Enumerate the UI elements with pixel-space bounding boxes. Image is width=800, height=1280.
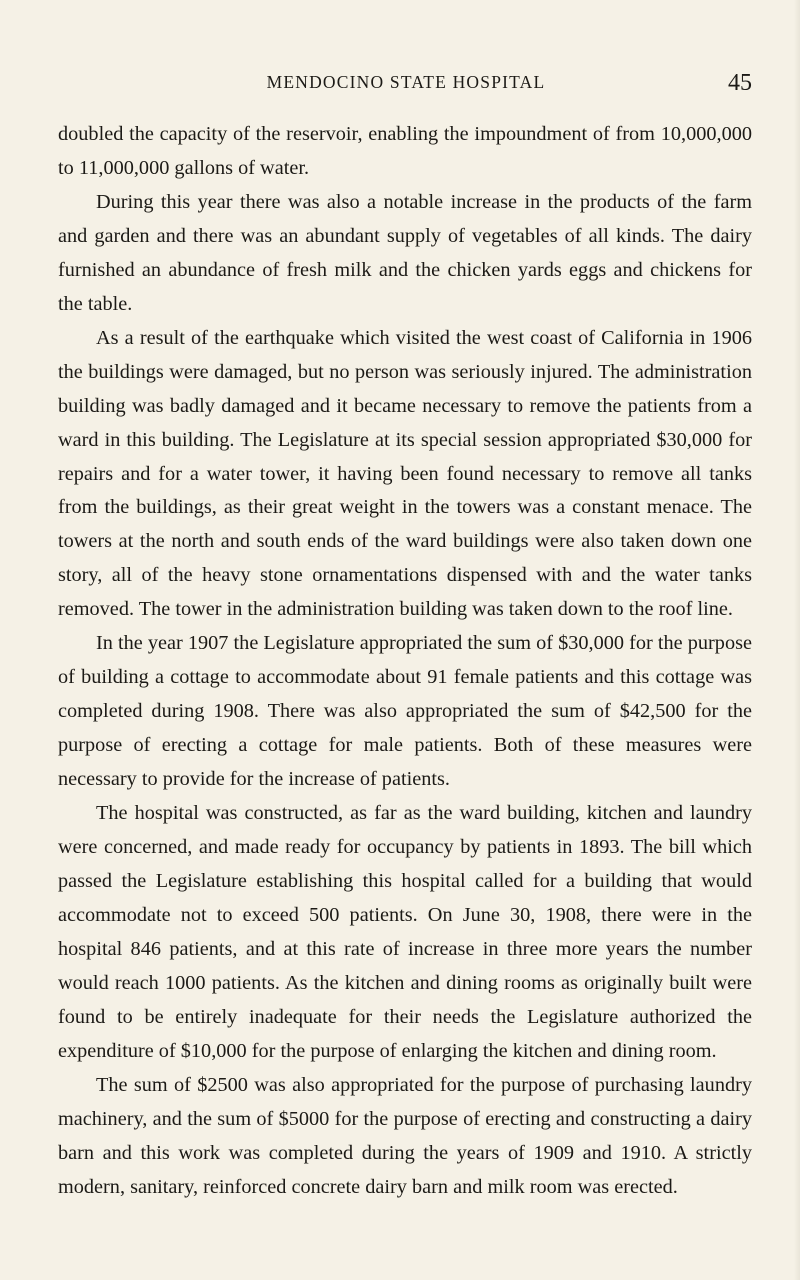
paragraph: As a result of the earthquake which visited the west coast of California in 1906 the buildings were damaged, but no person was seriously injured. The administration building was badly damaged and it became necessary to remove the patients from a ward in this building. The Legislature at its special session appropriated $30,000 for repairs and for a water tower, it having been found necessary to remove all tanks from the buildings, as their great weight in the towers was a constant menace. The towers at the north and south ends of the ward buildings were also taken down one story, all of the heavy stone ornamentations dispensed with and the water tanks removed. The tower in the administration building was taken down to the roof line. [58,326,752,621]
running-head [60,70,752,104]
paragraph-continued: doubled the capacity of the reservoir, enabling the impoundment of from 10,000,000 to 11,000,000 gallons of water. [58,123,752,179]
running-title: MENDOCINO STATE HOSPITAL [266,72,546,92]
paragraph: During this year there was also a notable increase in the products of the farm and garden and there was an abundant supply of vegetables of all kinds. The dairy furnished an abundance of fresh milk and the chicken yards eggs and chickens for the table. [58,190,752,315]
page-number: 45 [728,70,752,96]
paragraph: The hospital was constructed, as far as the ward building, kitchen and laundry were concerned, and made ready for occupancy by patients in 1893. The bill which passed the Legislature establishing this hospital called for a building that would accommodate not to exceed 500 patients. On June 30, 1908, there were in the hospital 846 patients, and at this rate of increase in three more years the number would reach 1000 patients. As the kitchen and dining rooms as originally built were found to be entirely inadequate for their needs the Legislature authorized the expenditure of $10,000 for the purpose of enlarging the kitchen and dining room. [58,802,752,1062]
paragraph: In the year 1907 the Legislature appropriated the sum of $30,000 for the purpose of building a cottage to accommodate about 91 female patients and this cottage was completed during 1908. There was also appropriated the sum of $42,500 for the purpose of erecting a cottage for male patients. Both of these measures were necessary to provide for the increase of patients. [58,632,752,791]
body-text [58,118,752,1205]
paragraph: The sum of $2500 was also appropriated for the purpose of purchasing laundry machinery, and the sum of $5000 for the purpose of erecting and constructing a dairy barn and this work was completed during the years of 1909 and 1910. A strictly modern, sanitary, reinforced concrete dairy barn and milk room was erected. [58,1073,752,1198]
page-edge-shadow [794,0,800,1280]
